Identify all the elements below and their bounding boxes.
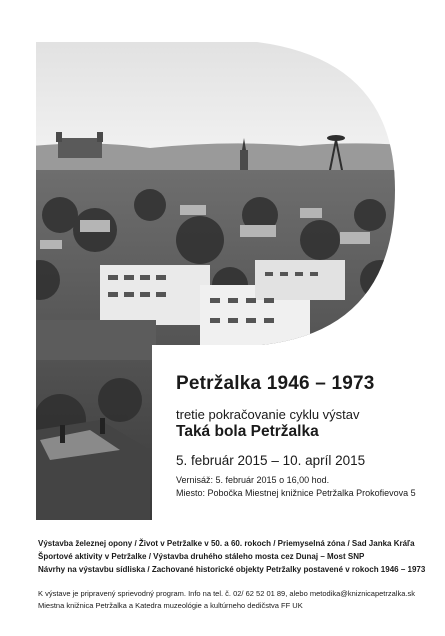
exhibition-title: Petržalka 1946 – 1973 [176, 373, 375, 394]
exhibition-subtitle: tretie pokračovanie cyklu výstav [176, 407, 360, 422]
footer-info [38, 588, 428, 612]
topics-list [38, 537, 428, 576]
topic-line: Návrhy na výstavbu sídliska / Zachované historické objekty Petržalky postavené v rokoch 1946 – 1973 [38, 565, 426, 574]
exhibition-dates: 5. február 2015 – 10. apríl 2015 [176, 453, 366, 468]
program-info: K výstave je pripravený sprievodný program. Info na tel. č. 02/ 62 52 01 89, alebo metodika@kniznicapetrzalka.sk [38, 589, 415, 598]
series-name: Taká bola Petržalka [176, 423, 319, 440]
organizers: Miestna knižnica Petržalka a Katedra muzeológie a kultúrneho dedičstva FF UK [38, 601, 303, 610]
topic-line: Výstavba železnej opony / Život v Petržalke v 50. a 60. rokoch / Priemyselná zóna / Sad Janka Kráľa [38, 539, 415, 548]
venue-info: Miesto: Pobočka Miestnej knižnice Petržalka Prokofievova 5 [176, 488, 416, 498]
opening-info: Vernisáž: 5. február 2015 o 16,00 hod. [176, 475, 330, 485]
topic-line: Športové aktivity v Petržalke / Výstavba druhého stáleho mosta cez Dunaj – Most SNP [38, 552, 365, 561]
